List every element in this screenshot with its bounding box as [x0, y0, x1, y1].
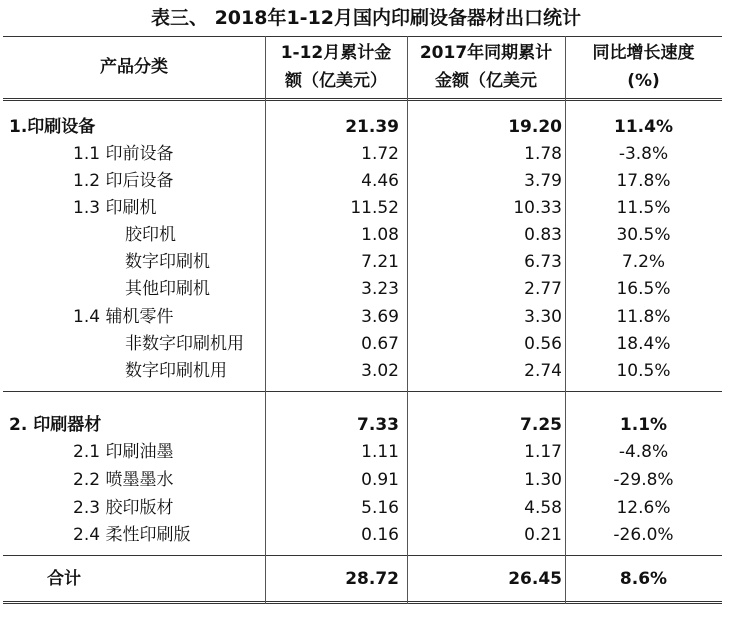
row-growth: 10.5%: [616, 361, 671, 381]
row-name: 2.3 胶印版材: [73, 498, 174, 518]
row-name: 1.1 印前设备: [73, 144, 174, 164]
table-row: [3, 331, 722, 358]
row-prev-amount: 1.30: [524, 470, 562, 490]
table-row: [3, 358, 722, 385]
row-amount: 4.46: [361, 171, 399, 191]
header-growth: [565, 39, 722, 95]
row-growth: 7.2%: [621, 252, 666, 272]
row-prev-amount: 6.73: [524, 252, 562, 272]
row-amount: 0.67: [361, 334, 399, 354]
row-name: 2. 印刷器材: [9, 415, 102, 435]
row-growth: 12.6%: [616, 498, 671, 518]
row-amount: 11.52: [350, 198, 399, 218]
header-prev-line1: 2017年同期累计: [419, 43, 553, 63]
row-growth: 17.8%: [616, 171, 671, 191]
row-amount: 3.69: [361, 307, 399, 327]
row-prev-amount: 2.74: [524, 361, 562, 381]
row-prev-amount: 3.30: [524, 307, 562, 327]
row-name: 2.2 喷墨墨水: [73, 470, 174, 490]
header-amount-line1: 1-12月累计金: [280, 43, 392, 63]
row-amount: 1.72: [361, 144, 399, 164]
row-growth: -4.8%: [618, 442, 669, 462]
row-name: 1.4 辅机零件: [73, 307, 174, 327]
table-row: [3, 114, 722, 141]
row-name: 1.印刷设备: [9, 117, 96, 137]
row-name: 2.4 柔性印刷版: [73, 525, 191, 545]
header-prev-line2: 金额（亿美元: [435, 71, 537, 91]
row-growth: -3.8%: [618, 144, 669, 164]
row-growth: 11.5%: [616, 198, 671, 218]
row-prev-amount: 7.25: [520, 415, 562, 435]
row-growth: -29.8%: [613, 470, 674, 490]
row-prev-amount: 0.21: [524, 525, 562, 545]
table-row: [3, 522, 722, 549]
row-name: 合计: [47, 569, 81, 589]
row-growth: -26.0%: [613, 525, 674, 545]
section-divider-rule: [3, 391, 722, 392]
row-name: 胶印机: [125, 225, 176, 245]
row-growth: 16.5%: [616, 279, 671, 299]
table-row: [3, 467, 722, 494]
header-bottom-rule: [3, 98, 722, 101]
header-growth-line1: 同比增长速度: [592, 43, 695, 63]
row-amount: 3.23: [361, 279, 399, 299]
table-row: [3, 412, 722, 439]
table-row-total: [3, 566, 722, 593]
row-growth: 11.8%: [616, 307, 671, 327]
row-name: 1.3 印刷机: [73, 198, 157, 218]
row-amount: 0.16: [361, 525, 399, 545]
table-row: [3, 195, 722, 222]
table-title: 表三、 2018年1-12月国内印刷设备器材出口统计: [150, 7, 582, 29]
row-amount: 5.16: [361, 498, 399, 518]
row-name: 非数字印刷机用: [125, 334, 244, 354]
table-bottom-rule: [3, 601, 722, 604]
row-amount: 7.33: [357, 415, 399, 435]
row-amount: 28.72: [345, 569, 399, 589]
row-prev-amount: 0.56: [524, 334, 562, 354]
row-prev-amount: 19.20: [508, 117, 562, 137]
row-name: 数字印刷机: [125, 252, 210, 272]
table-row: [3, 304, 722, 331]
row-amount: 1.11: [361, 442, 399, 462]
row-prev-amount: 26.45: [508, 569, 562, 589]
header-growth-line2: (%): [627, 71, 660, 91]
header-prev-amount: [407, 39, 565, 95]
row-prev-amount: 0.83: [524, 225, 562, 245]
row-prev-amount: 1.78: [524, 144, 562, 164]
row-name: 2.1 印刷油墨: [73, 442, 174, 462]
table-row: [3, 222, 722, 249]
row-growth: 8.6%: [619, 569, 668, 589]
table-row: [3, 249, 722, 276]
row-growth: 11.4%: [614, 117, 673, 137]
row-prev-amount: 10.33: [513, 198, 562, 218]
row-growth: 18.4%: [616, 334, 671, 354]
row-amount: 0.91: [361, 470, 399, 490]
row-name: 数字印刷机用: [125, 361, 227, 381]
row-amount: 7.21: [361, 252, 399, 272]
row-amount: 1.08: [361, 225, 399, 245]
row-name: 其他印刷机: [125, 279, 210, 299]
row-prev-amount: 4.58: [524, 498, 562, 518]
total-top-rule: [3, 555, 722, 556]
row-prev-amount: 1.17: [524, 442, 562, 462]
row-growth: 1.1%: [619, 415, 668, 435]
header-amount: [265, 39, 407, 95]
table-row: [3, 141, 722, 168]
table-row: [3, 168, 722, 195]
row-prev-amount: 3.79: [524, 171, 562, 191]
row-prev-amount: 2.77: [524, 279, 562, 299]
row-amount: 3.02: [361, 361, 399, 381]
header-amount-line2: 额（亿美元）: [285, 71, 387, 91]
row-amount: 21.39: [345, 117, 399, 137]
table-row: [3, 276, 722, 303]
row-name: 1.2 印后设备: [73, 171, 174, 191]
table-top-rule: [3, 36, 722, 37]
row-growth: 30.5%: [616, 225, 671, 245]
header-category: 产品分类: [100, 57, 168, 77]
table-row: [3, 495, 722, 522]
table-row: [3, 439, 722, 466]
